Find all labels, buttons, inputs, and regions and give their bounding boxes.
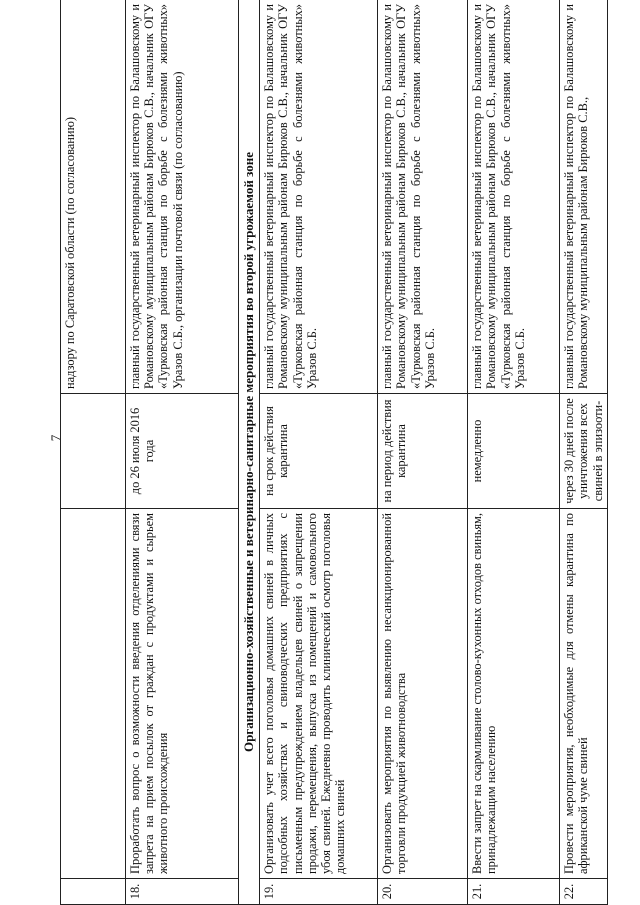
- term-cell: через 30 дней после уничтожения всех свиней в эпизооти-: [560, 394, 608, 509]
- responsible-cell: главный государственный ветеринарный инспектор по Балашовскому и Романовскому муниципальным районам Бирюков С.В., начальник ОГУ «Турковская районная станция по борьбе с болезнями животных» Уразов С.Б., организации почтовой связи (по согласованию): [126, 0, 239, 394]
- row-number: 22.: [560, 879, 608, 905]
- responsible-cell: главный государственный ветеринарный инспектор по Балашовскому и Романовскому муниципальным районам Бирюков С.В.,: [560, 0, 608, 394]
- term-cell: до 26 июля 2016 года: [126, 394, 239, 509]
- term-cell: на период действия карантина: [378, 394, 468, 509]
- rotated-table-container: [60, 0, 605, 905]
- measure-cell: [61, 509, 126, 879]
- measure-cell: Провести мероприятия, необходимые для отмены карантина по африканской чуме свиней: [560, 509, 608, 879]
- row-number: 21.: [468, 879, 560, 905]
- responsible-cell: главный государственный ветеринарный инспектор по Балашовскому и Романовскому муниципальным районам Бирюков С.В., начальник ОГУ «Турковская районная станция по борьбе с болезнями животных» Уразов С.Б.: [468, 0, 560, 394]
- measure-cell: Организовать учет всего поголовья домашних свиней в личных подсобных хозяйствах и свиноводческих предприятиях с письменным предупреждением владельцев свиней о запрещении продажи, перемещения, выпуска из помещений и самовольного убоя свиней. Ежедневно проводить клинический осмотр поголовья домашних свиней: [260, 509, 378, 879]
- table-row: [560, 0, 608, 905]
- term-cell: на срок действия карантина: [260, 394, 378, 509]
- row-number: 18.: [126, 879, 239, 905]
- measure-cell: Организовать мероприятия по выявлению несанкционированной торговли продукцией животноводства: [378, 509, 468, 879]
- page-number: 7: [48, 434, 63, 442]
- table-row: [126, 0, 239, 905]
- table-row: [378, 0, 468, 905]
- table-row: [468, 0, 560, 905]
- row-number: [61, 879, 126, 905]
- term-cell: немедленно: [468, 394, 560, 509]
- measures-table: [60, 0, 608, 905]
- table-row: [260, 0, 378, 905]
- responsible-cell: главный государственный ветеринарный инспектор по Балашовскому и Романовскому муниципальным районам Бирюков С.В., начальник ОГУ «Турковская районная станция по борьбе с болезнями животных» Уразов С.Б.: [378, 0, 468, 394]
- row-number: 20.: [378, 879, 468, 905]
- section-title: Организационно-хозяйственные и ветеринарно-санитарные мероприятия во второй угрожаемой зоне: [239, 0, 260, 905]
- measure-cell: Ввести запрет на скармливание столово-кухонных отходов свиньям, принадлежащим населению: [468, 509, 560, 879]
- term-cell: [61, 394, 126, 509]
- responsible-cell: надзору по Саратовской области (по согласованию): [61, 0, 126, 394]
- row-number: 19.: [260, 879, 378, 905]
- table-row: [61, 0, 126, 905]
- section-header-row: [239, 0, 260, 905]
- measure-cell: Проработать вопрос о возможности введения отделениями связи запрета на прием посылок от граждан с продуктами и сырьем животного происхождения: [126, 509, 239, 879]
- responsible-cell: главный государственный ветеринарный инспектор по Балашовскому и Романовскому муниципальным районам Бирюков С.В., начальник ОГУ «Турковская районная станция по борьбе с болезнями животных» Уразов С.Б.: [260, 0, 378, 394]
